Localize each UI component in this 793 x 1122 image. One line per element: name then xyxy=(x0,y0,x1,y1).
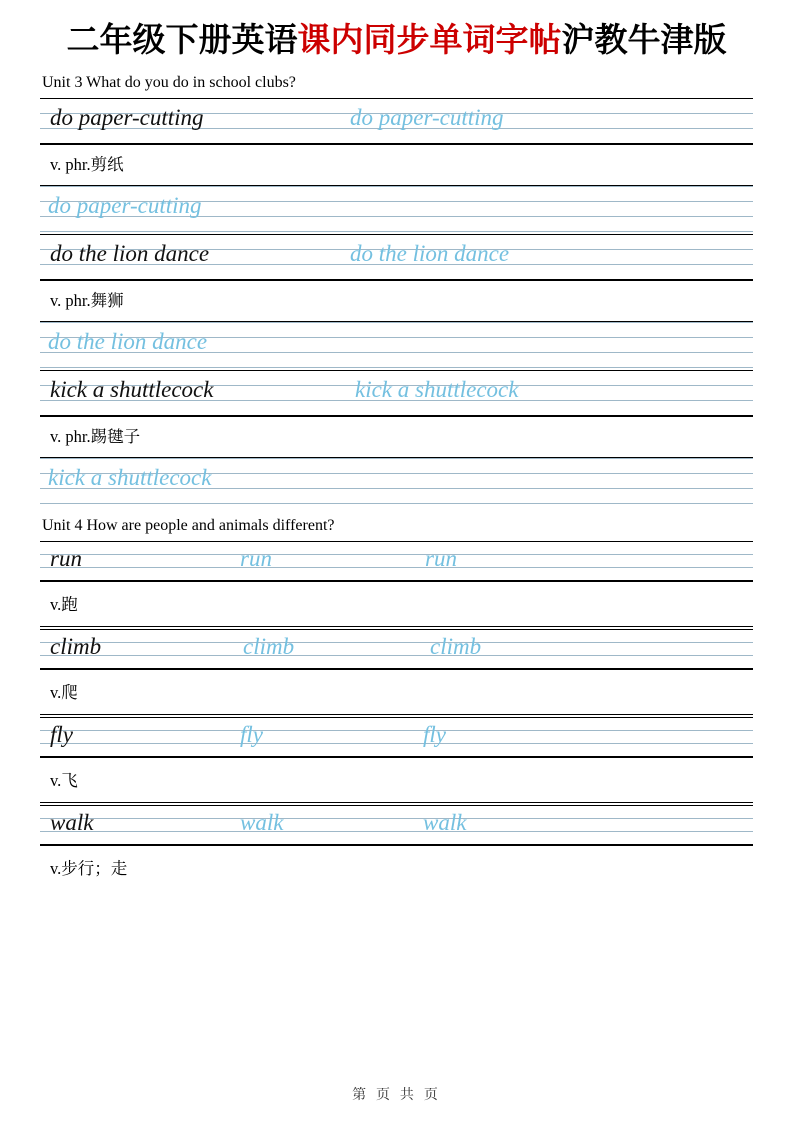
title-part-1: 二年级下册英语 xyxy=(66,21,298,58)
word-row xyxy=(40,98,753,144)
rule-line xyxy=(40,416,753,417)
rule-line xyxy=(40,757,753,758)
word-row xyxy=(40,234,753,280)
vocab-word-echo-2: walk xyxy=(423,810,467,835)
meaning-band xyxy=(40,280,753,322)
meaning-band xyxy=(40,845,753,891)
vocab-word: run xyxy=(50,546,82,571)
vocab-word: walk xyxy=(50,810,94,835)
writing-band xyxy=(40,234,753,280)
vocab-word-echo-1: run xyxy=(240,546,272,571)
rule-line xyxy=(40,280,753,281)
vocab-meaning: v. phr.剪纸 xyxy=(50,155,124,174)
vocab-entry xyxy=(40,234,753,368)
vocab-trace-word: do paper-cutting xyxy=(48,193,202,218)
vocab-meaning: v.跑 xyxy=(50,595,78,614)
rule-line xyxy=(40,581,753,582)
rule-line xyxy=(40,845,753,846)
meaning-band xyxy=(40,144,753,186)
meaning-band xyxy=(40,669,753,715)
unit-section-4 xyxy=(40,541,753,891)
meaning-band xyxy=(40,581,753,627)
vocab-word-echo: kick a shuttlecock xyxy=(355,377,519,402)
vocab-word-echo-2: fly xyxy=(423,722,446,747)
vocab-word: kick a shuttlecock xyxy=(50,377,214,402)
unit-heading-3: Unit 3 What do you do in school clubs? xyxy=(42,74,296,91)
meaning-band xyxy=(40,757,753,803)
vocab-entry xyxy=(40,717,753,803)
rule-line xyxy=(40,231,753,232)
vocab-trace-word: kick a shuttlecock xyxy=(48,465,212,490)
vocab-word: do paper-cutting xyxy=(50,105,204,130)
vocab-entry xyxy=(40,98,753,232)
vocab-entry xyxy=(40,805,753,891)
rule-line xyxy=(40,322,753,323)
writing-band xyxy=(40,541,753,581)
unit-section-3 xyxy=(40,98,753,504)
vocab-word-echo-1: climb xyxy=(243,634,295,659)
writing-band xyxy=(40,805,753,845)
vocab-word-echo-2: run xyxy=(425,546,457,571)
vocab-meaning: v.飞 xyxy=(50,771,78,790)
vocab-meaning: v. phr.舞狮 xyxy=(50,291,124,310)
title-part-2-highlight: 课内同步单词字帖 xyxy=(297,21,562,58)
vocab-word-echo: do paper-cutting xyxy=(350,105,504,130)
word-row xyxy=(40,370,753,416)
vocab-word-echo-2: climb xyxy=(430,634,482,659)
trace-band[interactable] xyxy=(40,186,753,232)
trace-band[interactable] xyxy=(40,322,753,368)
writing-band xyxy=(40,717,753,757)
rule-line xyxy=(40,669,753,670)
rule-line xyxy=(40,503,753,504)
page-title xyxy=(40,0,753,61)
rule-line xyxy=(40,626,753,627)
rule-line xyxy=(40,367,753,368)
vocab-word: do the lion dance xyxy=(50,241,210,266)
title-part-3: 沪教牛津版 xyxy=(561,21,727,58)
trace-band[interactable] xyxy=(40,458,753,504)
page-footer: 第 页 共 页 xyxy=(352,1086,441,1102)
rule-line xyxy=(40,714,753,715)
vocab-entry xyxy=(40,629,753,715)
vocab-word-echo-1: fly xyxy=(240,722,263,747)
vocab-entry xyxy=(40,370,753,504)
vocab-meaning: v.步行；走 xyxy=(50,859,128,878)
vocab-word: fly xyxy=(50,722,73,747)
rule-line xyxy=(40,458,753,459)
writing-band xyxy=(40,370,753,416)
writing-band xyxy=(40,98,753,144)
vocab-meaning: v.爬 xyxy=(50,683,78,702)
unit-heading-4: Unit 4 How are people and animals different? xyxy=(42,517,335,534)
rule-line xyxy=(40,802,753,803)
vocab-word-echo-1: walk xyxy=(240,810,284,835)
writing-band xyxy=(40,629,753,669)
vocab-meaning: v. phr.踢毽子 xyxy=(50,427,141,446)
vocab-entry xyxy=(40,541,753,627)
vocab-trace-word: do the lion dance xyxy=(48,329,208,354)
meaning-band xyxy=(40,416,753,458)
rule-line xyxy=(40,144,753,145)
vocab-word: climb xyxy=(50,634,102,659)
vocab-word-echo: do the lion dance xyxy=(350,241,510,266)
rule-line xyxy=(40,186,753,187)
